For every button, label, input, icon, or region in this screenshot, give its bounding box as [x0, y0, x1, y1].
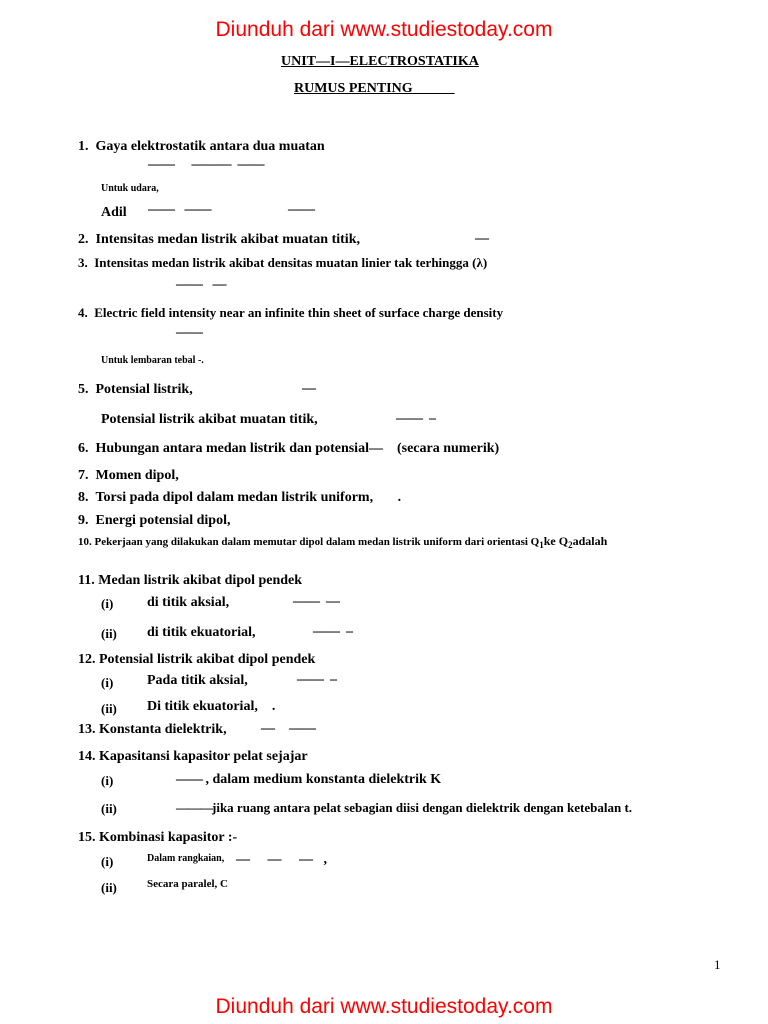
fraction-bars: —— ——— —— [148, 157, 264, 172]
item-text: Hubungan antara medan listrik dan potensial [95, 441, 369, 456]
sub-label: (i) [101, 596, 114, 611]
fraction-bars: —— — [293, 594, 340, 609]
fraction-bars: —— – [313, 624, 353, 639]
item-number: 10. [78, 536, 92, 548]
formula-item-12 [78, 653, 315, 667]
formula-item-9 [78, 514, 230, 528]
formula-item-8: 8. Torsi pada dipol dalam medan listrik uniform, . [78, 490, 402, 505]
fraction-bars: — —— [261, 721, 315, 736]
fraction-bars: —— —— [148, 202, 211, 217]
fraction-bars: —— [176, 325, 202, 340]
formula-item-11 [78, 574, 302, 588]
item-number: 8. [78, 490, 89, 505]
fraction-bars: —— – [396, 411, 436, 426]
item-number: 14. [78, 749, 96, 764]
item-text: Intensitas medan listrik akibat muatan titik, [95, 232, 360, 247]
formula-item-1 [78, 140, 325, 154]
fraction-bars: — [302, 381, 316, 396]
fraction-bars: — — — , [236, 852, 327, 867]
formula-item-4 [78, 306, 503, 319]
sub-item-text: ———jika ruang antara pelat sebagian diisi dengan dielektrik dengan ketebalan t. [176, 800, 633, 815]
fraction-bars: —— — [176, 277, 227, 292]
item-number: 7. [78, 468, 89, 483]
sub-label: (i) [101, 773, 114, 788]
sub-label: (ii) [101, 880, 117, 895]
formula-item-7 [78, 469, 179, 483]
item-number: 2. [78, 232, 89, 247]
fraction-bars: —— [288, 202, 314, 217]
item-number: 3. [78, 255, 88, 270]
item-text: Energi potensial dipol, [95, 513, 231, 528]
sub-label: (i) [101, 854, 114, 869]
item-number: 5. [78, 382, 89, 397]
item-number: 15. [78, 830, 96, 845]
sub-label: (ii) [101, 801, 117, 816]
sub-label: (i) [101, 675, 114, 690]
item-text: Medan listrik akibat dipol pendek [98, 573, 303, 588]
item-number: 11. [78, 573, 95, 588]
formula-item-5b: Potensial listrik akibat muatan titik, [101, 412, 318, 427]
sub-item-text: Dalam rangkaian, [147, 853, 225, 864]
formula-item-14 [78, 750, 308, 764]
formula-item-13 [78, 723, 227, 737]
item-text: Intensitas medan listrik akibat densitas muatan linier tak terhingga (λ) [94, 255, 488, 270]
formula-item-15 [78, 831, 237, 845]
formula-item-2 [78, 233, 360, 247]
item-number: 1. [78, 139, 89, 154]
item-text: Kapasitansi kapasitor pelat sejajar [99, 749, 308, 764]
item-text: Electric field intensity near an infinite thin sheet of surface charge density [94, 305, 504, 320]
sub-item-text: di titik ekuatorial, [147, 625, 256, 640]
sub-item-text: Di titik ekuatorial, . [147, 699, 276, 714]
formula-item-3 [78, 256, 487, 269]
page-number: 1 [714, 957, 721, 972]
sub-item-text: Pada titik aksial, [147, 673, 248, 688]
item-text: Pekerjaan yang dilakukan dalam memutar dipol dalam medan listrik uniform dari orientasi Q [94, 536, 540, 548]
fraction-bars: — [475, 231, 489, 246]
item-number: 13. [78, 722, 96, 737]
formula-item-5 [78, 383, 193, 397]
sub-label: (ii) [101, 701, 117, 716]
formula-item-6: 6. Hubungan antara medan listrik dan potensial— (secara numerik) [78, 441, 500, 456]
watermark-bottom: Diunduh dari www.studiestoday.com [215, 995, 553, 1018]
sub-item-text: —— , dalam medium konstanta dielektrik K [176, 772, 442, 787]
item-number: 9. [78, 513, 89, 528]
subtitle: RUMUS PENTING [294, 81, 413, 96]
note-udara: Untuk udara, [101, 183, 159, 194]
fraction-bars: —— – [297, 672, 337, 687]
unit-title: UNIT—I—ELECTROSTATIKA [281, 54, 479, 69]
item-text: Gaya elektrostatik antara dua muatan [95, 139, 325, 154]
item-number: 4. [78, 305, 88, 320]
sub-label: (ii) [101, 626, 117, 641]
item-text: Konstanta dielektrik, [99, 722, 227, 737]
item-text: Potensial listrik akibat dipol pendek [99, 652, 316, 667]
item-text: Potensial listrik, [95, 382, 193, 397]
formula-adil: Adil [101, 205, 127, 220]
formula-item-10: 10. Pekerjaan yang dilakukan dalam memutar dipol dalam medan listrik uniform dari orientasi $Q_1ke$ $Q_2adalah$ [78, 534, 608, 550]
item-number: 6. [78, 441, 89, 456]
item-text: Kombinasi kapasitor :- [99, 830, 238, 845]
item-text: Torsi pada dipol dalam medan listrik uniform, [95, 490, 374, 505]
sub-item-text: di titik aksial, [147, 595, 230, 610]
sub-item-text: Secara paralel, C [147, 878, 228, 890]
watermark-top: Diunduh dari www.studiestoday.com [215, 18, 553, 41]
item-number: 12. [78, 652, 96, 667]
note-tebal: Untuk lembaran tebal -. [101, 355, 204, 366]
item-text: Momen dipol, [95, 468, 179, 483]
